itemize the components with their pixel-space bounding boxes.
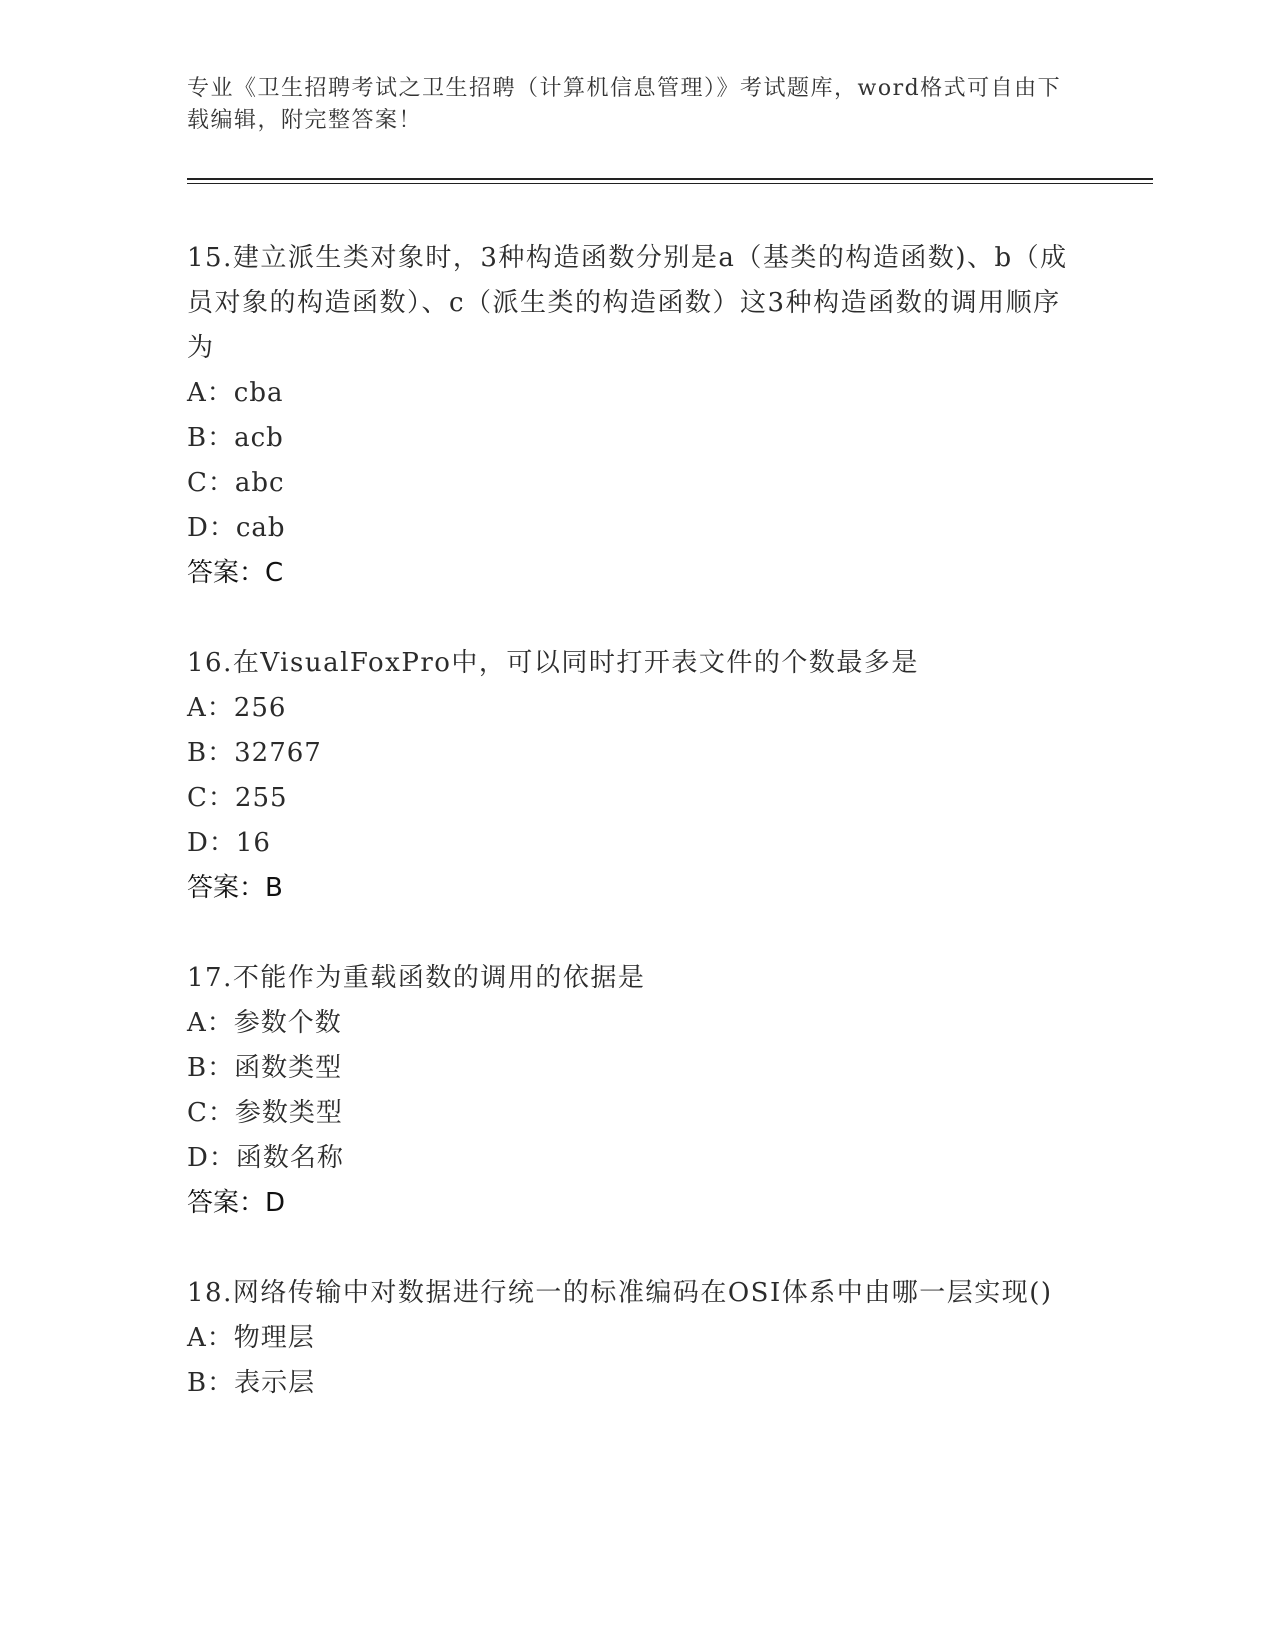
option-key: C： [187,783,235,813]
answer-line: 答案：C [187,558,284,588]
option-key: B： [187,1368,235,1398]
option-value: 参数类型 [234,1098,343,1128]
question-18 [187,1271,1087,1406]
option-a [187,371,1087,416]
option-value: 表示层 [234,1368,316,1398]
option-key: A： [187,693,234,723]
answer-line: 答案：D [187,1188,286,1218]
question-text: 17.不能作为重载函数的调用的依据是 [187,963,646,993]
option-value: 16 [235,828,271,858]
question-list [187,236,1087,1451]
option-key: A： [187,1008,234,1038]
option-value: 32767 [234,738,322,768]
option-d [187,821,1087,866]
question-15 [187,236,1087,596]
option-value: 256 [233,693,287,723]
header-divider-thin [187,183,1153,184]
option-value: 函数名称 [235,1143,344,1173]
option-key: B： [187,423,235,453]
option-c [187,1091,1087,1136]
question-text: 16.在VisualFoxPro中，可以同时打开表文件的个数最多是 [187,648,919,678]
option-a [187,1316,1087,1361]
answer-line: 答案：B [187,873,283,903]
question-17 [187,956,1087,1226]
option-key: D： [187,513,236,543]
option-value: cab [235,513,286,543]
header-divider-thick [187,178,1153,180]
option-key: D： [187,828,236,858]
option-d [187,1136,1087,1181]
option-key: B： [187,1053,235,1083]
option-b [187,416,1087,461]
option-key: C： [187,468,235,498]
option-value: abc [234,468,285,498]
option-value: 255 [234,783,288,813]
option-value: cba [233,378,284,408]
document-intro: 专业《卫生招聘考试之卫生招聘（计算机信息管理）》考试题库，word格式可自由下载编辑，附完整答案！ [187,76,1062,133]
option-value: 物理层 [233,1323,315,1353]
option-a [187,686,1087,731]
option-c [187,461,1087,506]
option-d [187,506,1087,551]
option-key: C： [187,1098,235,1128]
option-b [187,731,1087,776]
option-value: acb [234,423,284,453]
option-b [187,1361,1087,1406]
option-b [187,1046,1087,1091]
option-key: A： [187,1323,234,1353]
option-key: D： [187,1143,236,1173]
option-a [187,1001,1087,1046]
option-key: A： [187,378,234,408]
option-value: 函数类型 [234,1053,343,1083]
option-c [187,776,1087,821]
question-text: 15.建立派生类对象时，3种构造函数分别是a（基类的构造函数)、b（成员对象的构造函数）、c（派生类的构造函数）这3种构造函数的调用顺序为 [187,243,1068,363]
question-text: 18.网络传输中对数据进行统一的标准编码在OSI体系中由哪一层实现() [187,1278,1053,1308]
option-value: 参数个数 [233,1008,342,1038]
option-key: B： [187,738,235,768]
question-16 [187,641,1087,911]
